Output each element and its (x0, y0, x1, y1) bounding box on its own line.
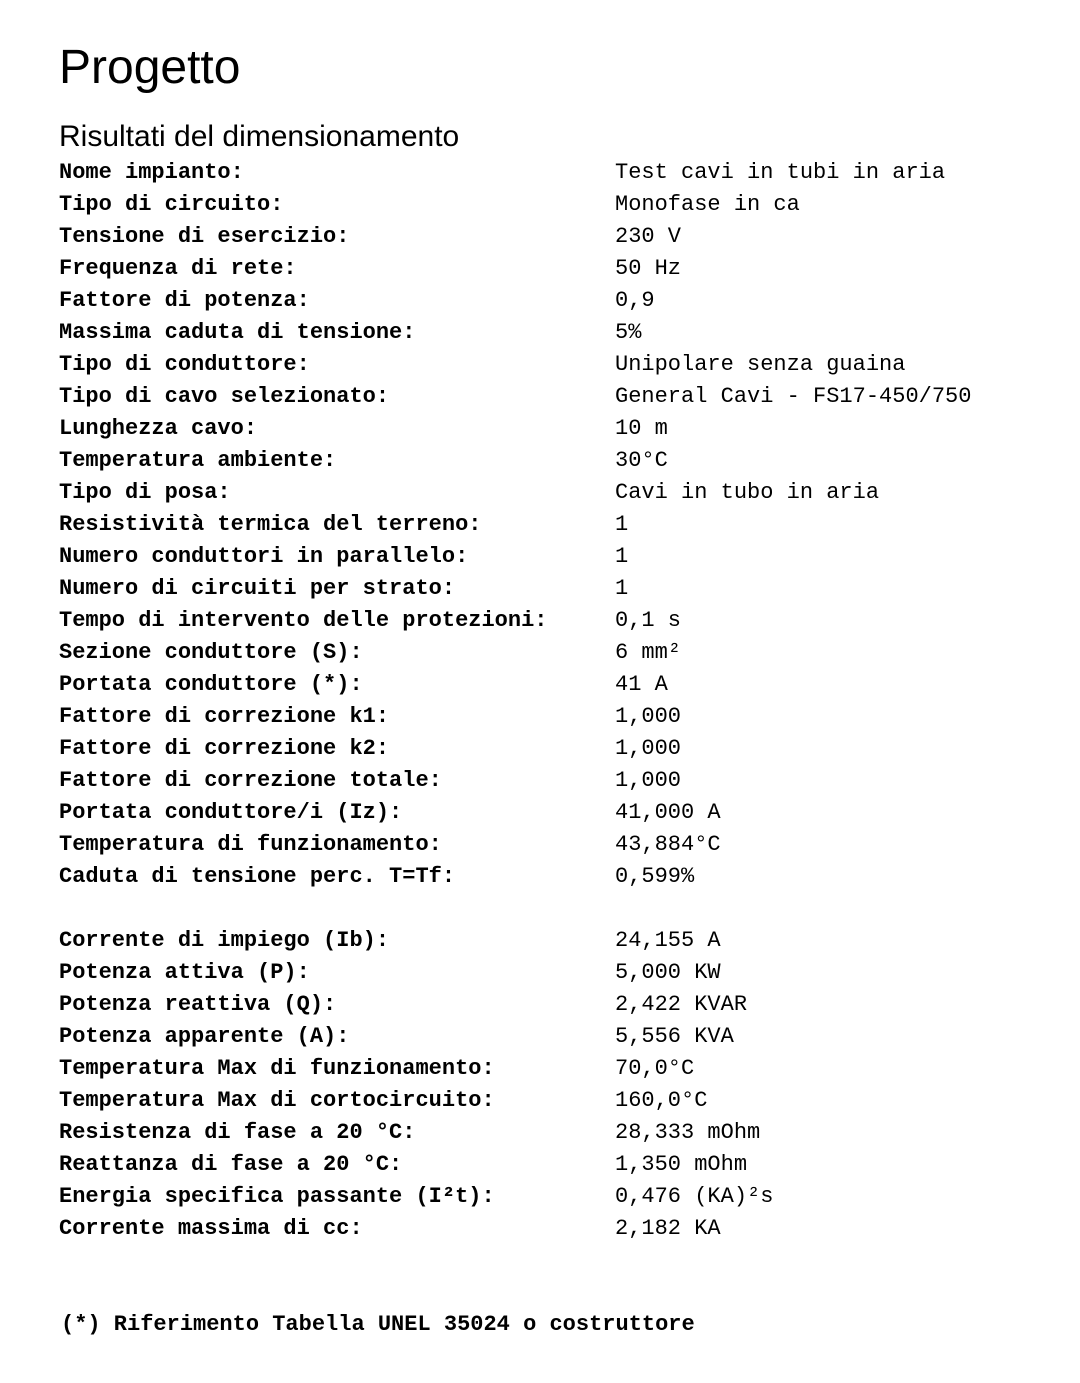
result-label: Energia specifica passante (I²t): (59, 1184, 495, 1209)
result-row (59, 637, 1059, 669)
results-group-input (59, 157, 1059, 893)
section-subtitle: Risultati del dimensionamento (59, 120, 460, 153)
result-row (59, 1117, 1059, 1149)
result-value: Cavi in tubo in aria (615, 480, 880, 505)
result-value: 0,599% (615, 864, 695, 889)
result-value: 6 mm² (615, 640, 682, 665)
result-value: 24,155 A (615, 928, 721, 953)
result-label: Lunghezza cavo: (59, 416, 258, 441)
result-label: Nome impianto: (59, 160, 244, 185)
result-label: Massima caduta di tensione: (59, 320, 416, 345)
result-label: Temperatura Max di cortocircuito: (59, 1088, 495, 1113)
result-value: 2,422 KVAR (615, 992, 748, 1017)
result-label: Tipo di circuito: (59, 192, 284, 217)
result-label: Temperatura Max di funzionamento: (59, 1056, 495, 1081)
result-label: Caduta di tensione perc. T=Tf: (59, 864, 456, 889)
result-value: 1 (615, 544, 629, 569)
result-row (59, 1021, 1059, 1053)
result-value: 2,182 KA (615, 1216, 721, 1241)
result-label: Resistenza di fase a 20 °C: (59, 1120, 416, 1145)
result-label: Reattanza di fase a 20 °C: (59, 1152, 403, 1177)
result-row (59, 861, 1059, 893)
result-row (59, 1053, 1059, 1085)
result-row (59, 189, 1059, 221)
result-label: Fattore di correzione totale: (59, 768, 442, 793)
result-row (59, 1181, 1059, 1213)
result-row (59, 765, 1059, 797)
result-label: Tensione di esercizio: (59, 224, 350, 249)
result-label: Corrente di impiego (Ib): (59, 928, 390, 953)
result-label: Temperatura di funzionamento: (59, 832, 442, 857)
group-separator (59, 893, 1059, 925)
result-label: Tipo di posa: (59, 480, 231, 505)
result-row (59, 1149, 1059, 1181)
result-value: 28,333 mOhm (615, 1120, 761, 1145)
result-value: General Cavi - FS17-450/750 (615, 384, 972, 409)
result-row (59, 829, 1059, 861)
results-table (59, 157, 1059, 1245)
result-label: Frequenza di rete: (59, 256, 297, 281)
result-row (59, 733, 1059, 765)
result-value: 30°C (615, 448, 668, 473)
result-label: Numero di circuiti per strato: (59, 576, 456, 601)
result-row (59, 1085, 1059, 1117)
result-value: 41,000 A (615, 800, 721, 825)
result-value: 70,0°C (615, 1056, 695, 1081)
result-label: Fattore di correzione k2: (59, 736, 390, 761)
result-value: 0,1 s (615, 608, 682, 633)
result-label: Tipo di cavo selezionato: (59, 384, 390, 409)
result-row (59, 541, 1059, 573)
result-label: Potenza reattiva (Q): (59, 992, 337, 1017)
result-label: Portata conduttore/i (Iz): (59, 800, 403, 825)
result-row (59, 1213, 1059, 1245)
result-label: Numero conduttori in parallelo: (59, 544, 469, 569)
result-row (59, 797, 1059, 829)
result-value: 1,000 (615, 768, 682, 793)
result-row (59, 381, 1059, 413)
result-value: 10 m (615, 416, 668, 441)
result-label: Resistività termica del terreno: (59, 512, 482, 537)
result-value: 230 V (615, 224, 682, 249)
result-value: Unipolare senza guaina (615, 352, 906, 377)
result-value: 5% (615, 320, 642, 345)
result-label: Temperatura ambiente: (59, 448, 337, 473)
result-row (59, 477, 1059, 509)
result-row (59, 669, 1059, 701)
result-label: Potenza apparente (A): (59, 1024, 350, 1049)
result-value: 1 (615, 512, 629, 537)
result-row (59, 957, 1059, 989)
result-row (59, 349, 1059, 381)
result-label: Tempo di intervento delle protezioni: (59, 608, 548, 633)
result-row (59, 413, 1059, 445)
result-label: Fattore di potenza: (59, 288, 310, 313)
result-label: Corrente massima di cc: (59, 1216, 363, 1241)
result-row (59, 605, 1059, 637)
result-row (59, 445, 1059, 477)
result-value: 5,556 KVA (615, 1024, 734, 1049)
result-row (59, 989, 1059, 1021)
result-label: Portata conduttore (*): (59, 672, 363, 697)
results-group-electrical (59, 925, 1059, 1245)
result-value: 1 (615, 576, 629, 601)
result-row (59, 317, 1059, 349)
result-value: 160,0°C (615, 1088, 708, 1113)
result-row (59, 509, 1059, 541)
result-row (59, 573, 1059, 605)
result-label: Tipo di conduttore: (59, 352, 310, 377)
result-value: 41 A (615, 672, 668, 697)
result-value: Test cavi in tubi in aria (615, 160, 946, 185)
result-row (59, 221, 1059, 253)
result-label: Fattore di correzione k1: (59, 704, 390, 729)
result-row (59, 253, 1059, 285)
result-value: 0,476 (KA)²s (615, 1184, 774, 1209)
result-value: 0,9 (615, 288, 655, 313)
result-row (59, 157, 1059, 189)
result-row (59, 925, 1059, 957)
result-value: 1,000 (615, 704, 682, 729)
result-label: Potenza attiva (P): (59, 960, 310, 985)
footnote: (*) Riferimento Tabella UNEL 35024 o costruttore (61, 1312, 695, 1337)
result-value: 1,000 (615, 736, 682, 761)
result-row (59, 285, 1059, 317)
result-label: Sezione conduttore (S): (59, 640, 363, 665)
result-value: Monofase in ca (615, 192, 800, 217)
result-value: 1,350 mOhm (615, 1152, 748, 1177)
result-row (59, 701, 1059, 733)
result-value: 50 Hz (615, 256, 682, 281)
result-value: 5,000 KW (615, 960, 721, 985)
result-value: 43,884°C (615, 832, 721, 857)
page-title: Progetto (59, 41, 241, 94)
